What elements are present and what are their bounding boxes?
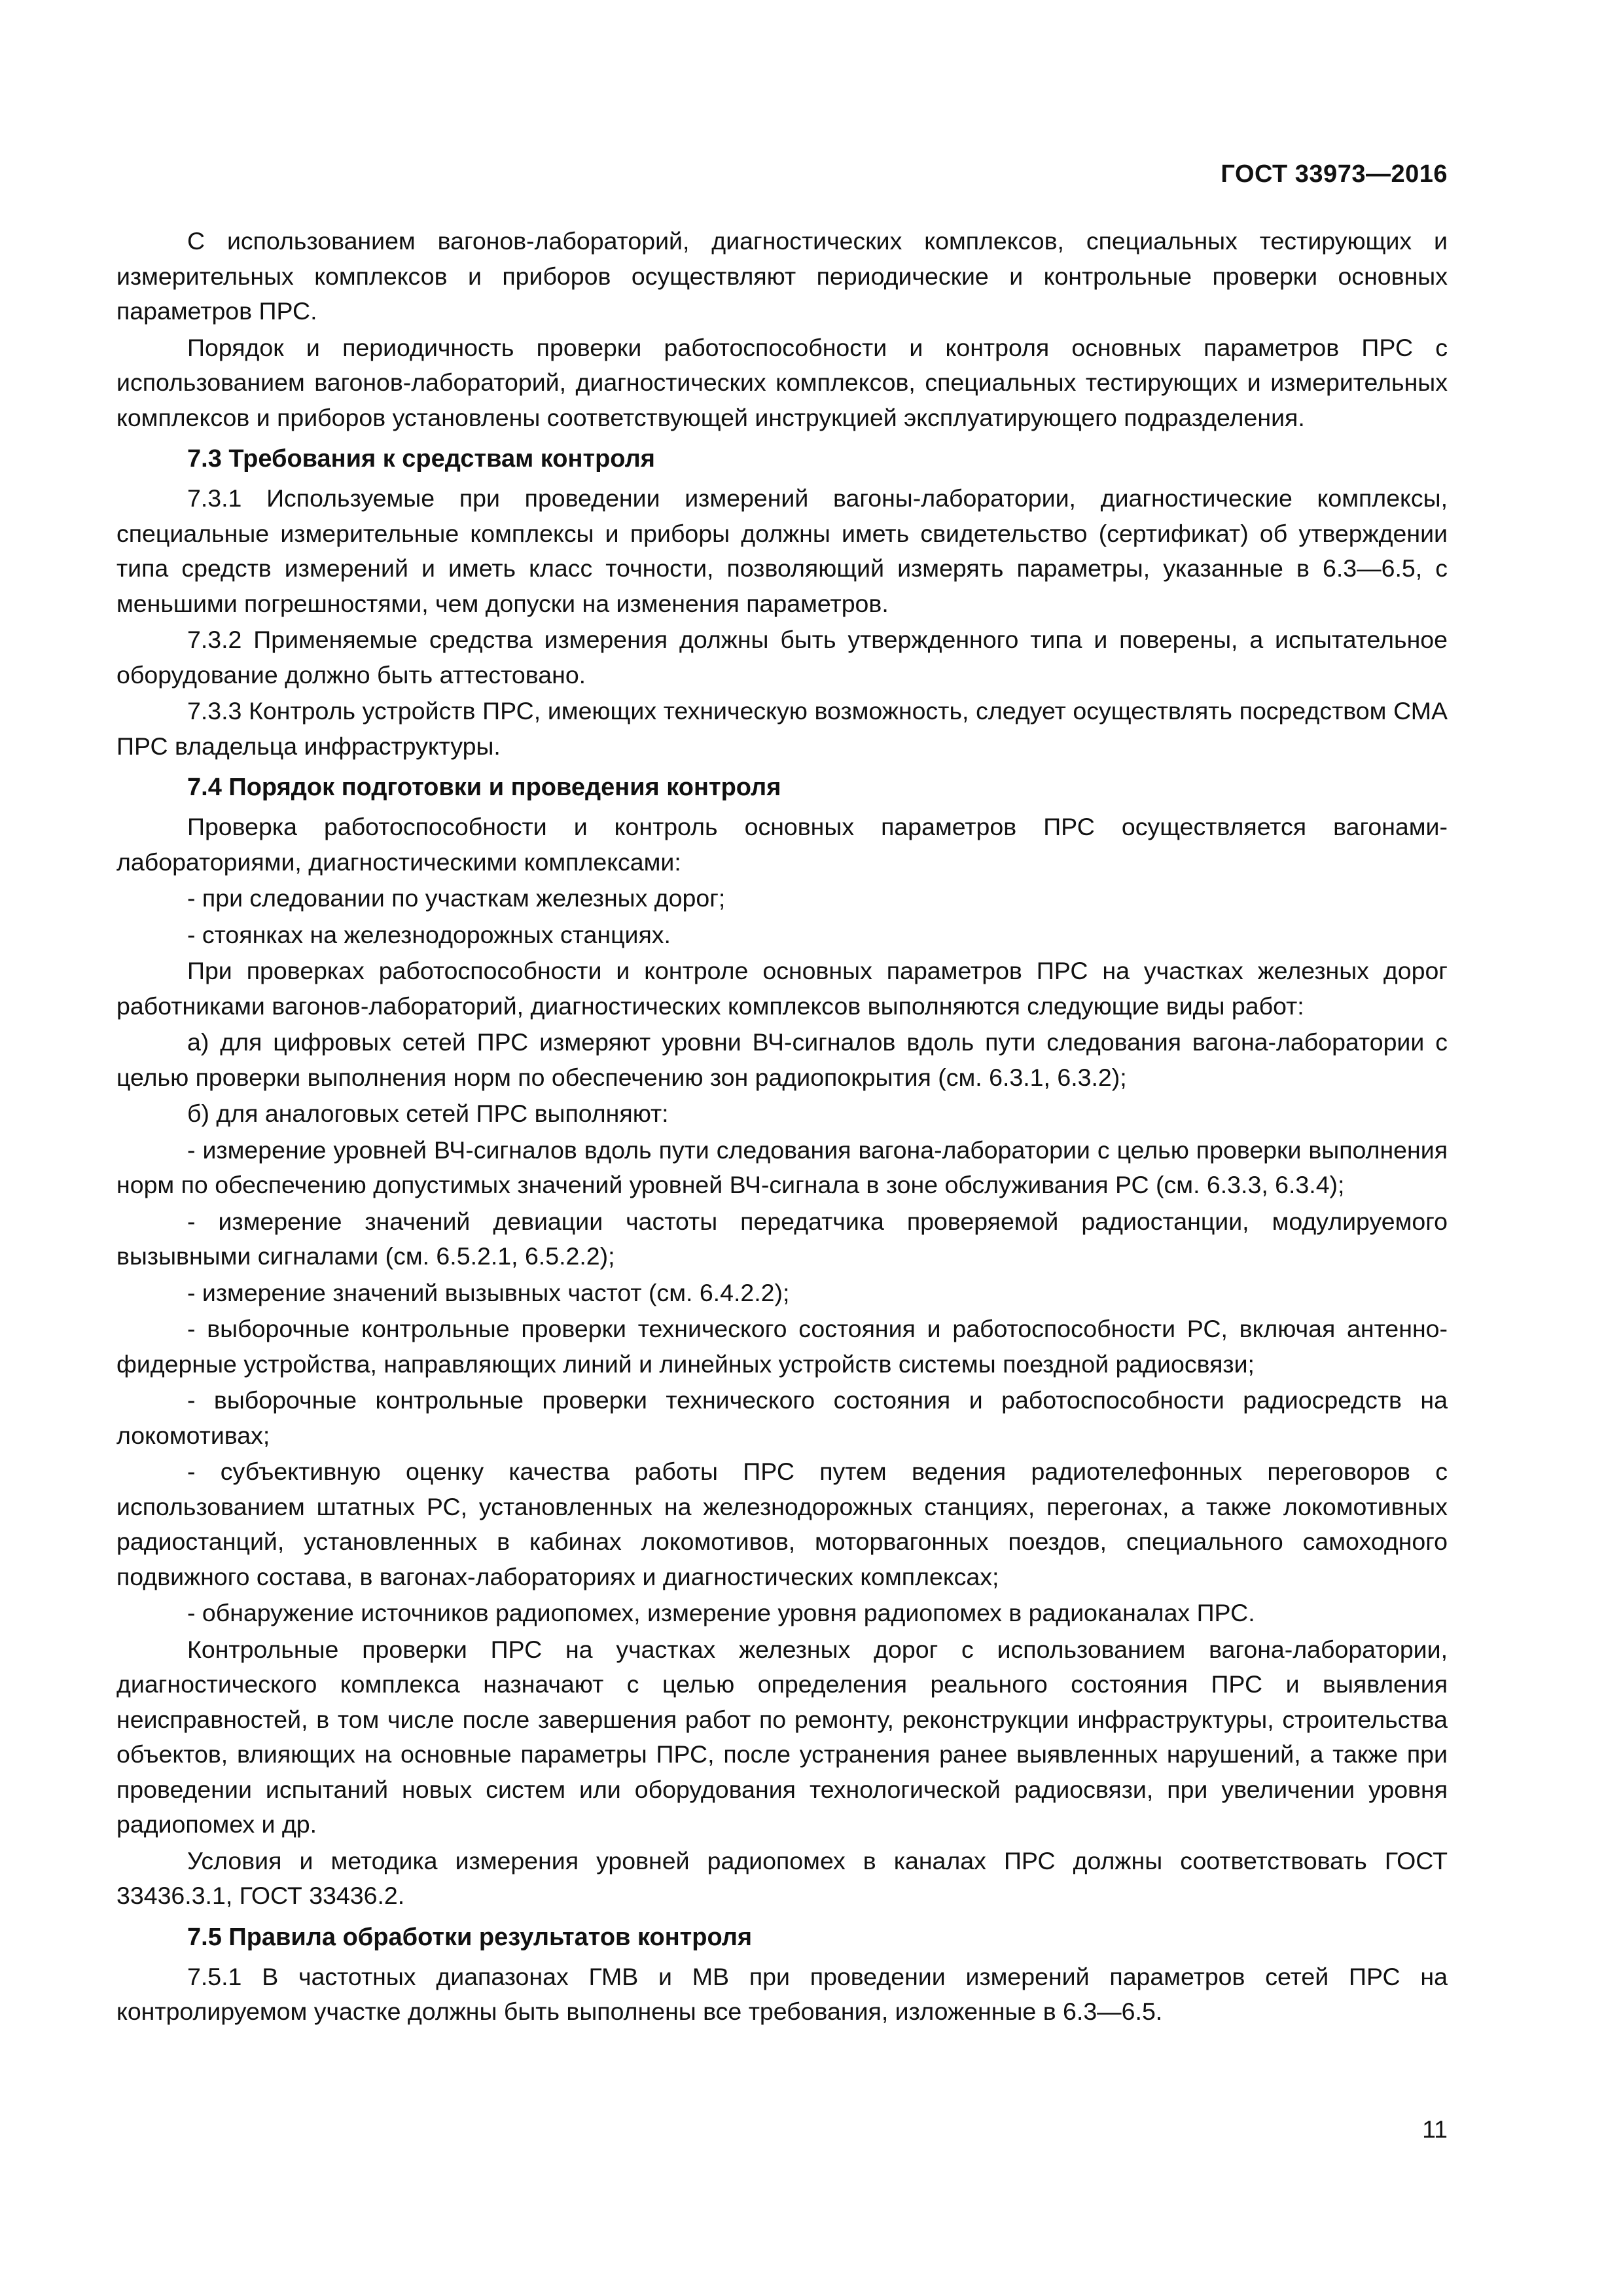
list-item: - выборочные контрольные проверки технического состояния и работоспособности радиосредств на локомотивах; xyxy=(116,1386,1448,1449)
paragraph-procedure: Порядок и периодичность проверки работоспособности и контроля основных параметров ПРС с использованием вагонов-лабораторий, диагностических комплексов, специальных тестирующих и измерительных комплексов и приборов установлены соответствующей инструкцией эксплуатирующего подразделения. xyxy=(116,333,1448,431)
paragraph-7-3-1: 7.3.1 Используемые при проведении измерений вагоны-лаборатории, диагностические комплексы, специальные измерительные комплексы и приборы должны иметь свидетельство (сертификат) об утверждении типа средств измерений и иметь класс точности, позволяющий измерять параметры, указанные в 6.3—6.5, с меньшими погрешностями, чем допуски на изменения параметров. xyxy=(116,484,1448,617)
list-item: - обнаружение источников радиопомех, измерение уровня радиопомех в радиоканалах ПРС. xyxy=(187,1599,1255,1626)
section-heading-7-3: 7.3 Требования к средствам контроля xyxy=(187,445,655,473)
list-item: - измерение значений вызывных частот (см. 6.4.2.2); xyxy=(187,1278,790,1306)
page-number: 11 xyxy=(1422,2115,1448,2143)
paragraph-7-3-3: 7.3.3 Контроль устройств ПРС, имеющих техническую возможность, следует осуществлять посредством СМА ПРС владельца инфраструктуры. xyxy=(116,697,1448,760)
page-content xyxy=(116,224,1448,2031)
list-item-b: б) для аналоговых сетей ПРС выполняют: xyxy=(187,1100,669,1127)
section-heading-7-5: 7.5 Правила обработки результатов контроля xyxy=(187,1923,753,1951)
list-item: - измерение значений девиации частоты передатчика проверяемой радиостанции, модулируемого вызывными сигналами (см. 6.5.2.1, 6.5.2.2); xyxy=(116,1207,1448,1270)
paragraph-7-5-1: 7.5.1 В частотных диапазонах ГМВ и МВ при проведении измерений параметров сетей ПРС на контролируемом участке должны быть выполнены все требования, изложенные в 6.3—6.5. xyxy=(116,1962,1448,2025)
list-item: - при следовании по участкам железных дорог; xyxy=(187,884,726,912)
list-item-a: а) для цифровых сетей ПРС измеряют уровни ВЧ-сигналов вдоль пути следования вагона-лаборатории с целью проверки выполнения норм по обеспечению зон радиопокрытия (см. 6.3.1, 6.3.2); xyxy=(116,1028,1448,1091)
section-heading-7-4: 7.4 Порядок подготовки и проведения контроля xyxy=(187,774,781,801)
list-item: - субъективную оценку качества работы ПРС путем ведения радиотелефонных переговоров с использованием штатных РС, установленных на железнодорожных станциях, перегонах, а также локомотивных радиостанций, установленных в кабинах локомотивов, моторвагонных поездов, специального самоходного подвижного состава, в вагонах-лабораториях и диагностических комплексах; xyxy=(116,1458,1448,1590)
list-item: - стоянках на железнодорожных станциях. xyxy=(187,920,671,948)
paragraph-7-4-works: При проверках работоспособности и контроле основных параметров ПРС на участках железных дорог работниками вагонов-лабораторий, диагностических комплексов выполняются следующие виды работ: xyxy=(116,957,1448,1020)
list-item: - измерение уровней ВЧ-сигналов вдоль пути следования вагона-лаборатории с целью проверки выполнения норм по обеспечению допустимых значений уровней ВЧ-сигнала в зоне обслуживания РС (см. 6.3.3, 6.3.4); xyxy=(116,1136,1448,1198)
paragraph-control-checks: Контрольные проверки ПРС на участках железных дорог с использованием вагона-лаборатории, диагностического комплекса назначают с целью определения реального состояния ПРС и выявления неисправностей, в том числе после завершения работ по ремонту, реконструкции инфраструктуры, строительства объектов, влияющих на основные параметры ПРС, после устранения ранее выявленных нарушений, а также при проведении испытаний новых систем или оборудования технологической радиосвязи, при увеличении уровня радиопомех и др. xyxy=(116,1635,1448,1838)
standard-number: ГОСТ 33973—2016 xyxy=(1221,160,1448,188)
paragraph-7-4-intro: Проверка работоспособности и контроль основных параметров ПРС осуществляется вагонами-лабораториями, диагностическими комплексами: xyxy=(116,813,1448,876)
paragraph-conditions: Условия и методика измерения уровней радиопомех в каналах ПРС должны соответствовать ГОСТ 33436.3.1, ГОСТ 33436.2. xyxy=(116,1846,1448,1909)
paragraph-7-3-2: 7.3.2 Применяемые средства измерения должны быть утвержденного типа и поверены, а испытательное оборудование должно быть аттестовано. xyxy=(116,626,1448,689)
list-item: - выборочные контрольные проверки технического состояния и работоспособности РС, включая антенно-фидерные устройства, направляющих линий и линейных устройств системы поездной радиосвязи; xyxy=(116,1315,1448,1378)
paragraph-intro: С использованием вагонов-лабораторий, диагностических комплексов, специальных тестирующих и измерительных комплексов и приборов осуществляют периодические и контрольные проверки основных параметров ПРС. xyxy=(116,227,1448,325)
